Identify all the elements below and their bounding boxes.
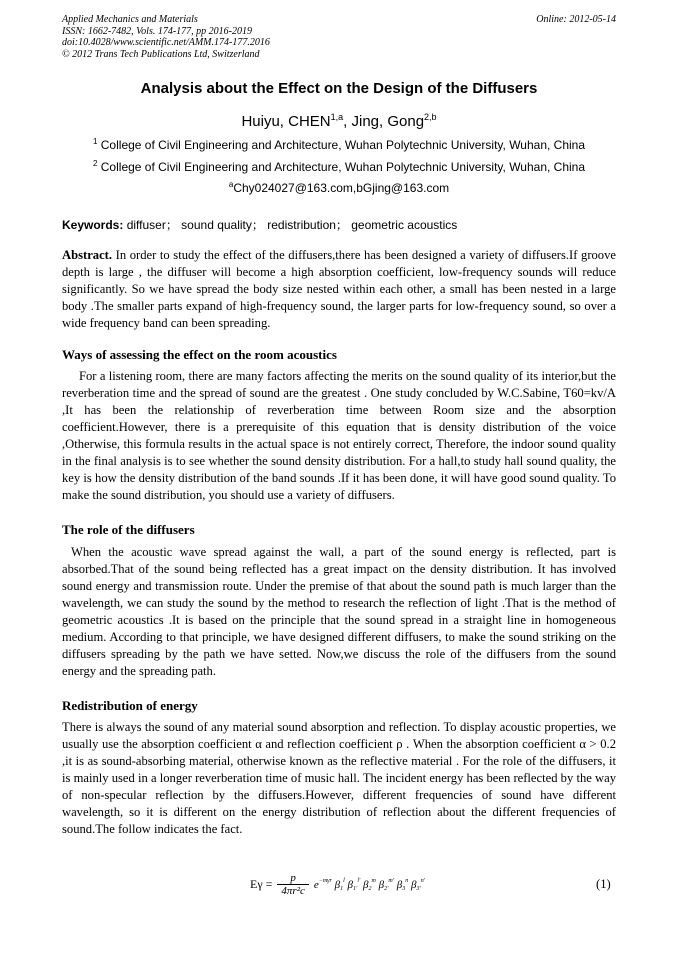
section-heading-2: The role of the diffusers: [62, 522, 195, 537]
author-separator: ,: [343, 113, 352, 130]
equation-lhs: Eγ =: [250, 877, 273, 891]
doi-line: doi:10.4028/www.scientific.net/AMM.174-177.2016: [62, 37, 270, 48]
author-1: Huiyu, CHEN: [241, 113, 331, 130]
keywords: [62, 216, 616, 233]
equation-fraction: [277, 872, 308, 897]
equation-numerator: p: [277, 872, 308, 885]
paper-title: Analysis about the Effect on the Design of the Diffusers: [140, 80, 538, 97]
abstract: [62, 247, 616, 332]
equation-factors: $e^{-m\gamma r}$ $\beta_1^l$ $\beta_{1'}^{l'}$ $\beta_2^m$ $\beta_{2'}^{m'}$ $\beta_3^n$ $\beta_{3'}^{n'}$: [313, 877, 426, 892]
equation-denominator: 4πr²c: [281, 885, 305, 897]
affiliation-2-sup: 2: [92, 159, 98, 168]
affiliation-1-sup: 1: [92, 137, 98, 146]
journal-name: Applied Mechanics and Materials: [62, 14, 198, 25]
email-text: Chy024027@163.com,bGjing@163.com: [233, 181, 450, 195]
keywords-label: Keywords:: [62, 218, 124, 232]
affiliation-1: [0, 138, 678, 152]
affiliation-2-text: College of Civil Engineering and Architecture, Wuhan Polytechnic University, Wuhan, China: [100, 160, 586, 174]
authors-line: [0, 113, 678, 130]
email-sup: a: [228, 180, 234, 189]
copyright-line: © 2012 Trans Tech Publications Ltd, Switzerland: [62, 48, 260, 60]
affiliation-1-text: College of Civil Engineering and Architecture, Wuhan Polytechnic University, Wuhan, China: [100, 138, 586, 152]
keywords-text: diffuser； sound quality； redistribution； geometric acoustics: [126, 218, 458, 232]
section-text-2: When the acoustic wave spread against the wall, a part of the sound energy is reflected, part is absorbed.That of the sound being reflected has a great impact on the density distribution. It has involved sound energy and transmission route. Under the premise of that about the sound path is much larger than the wavelength, we can study the sound by the method to research the reflection of light .That is the method of geometric acoustics .It is based on the principle that the sound spread in a straight line in homogeneous medium. According to that principle, we have designed different diffusers, to make the sound striking on the diffusers spreading by the path we have setted. Now,we discuss the role of the diffusers from the sound energy and the spreading path.: [62, 545, 616, 678]
emails: [0, 181, 678, 195]
abstract-label: Abstract.: [62, 248, 113, 262]
equation-1: [250, 872, 425, 908]
online-date: Online: 2012-05-14: [536, 14, 616, 25]
affiliation-2: [0, 160, 678, 174]
abstract-text: In order to study the effect of the diffusers,there has been designed a variety of diffusers.If groove depth is large , the diffuser will become a high absorption coefficient, low-frequency sounds will reduce significantly. So we have spread the body size nested within each other, a small has been nested in a large body .The smaller parts expand of high-frequency sound, the larger parts for low-frequency sound, so over a wide frequency band can been spreading.: [62, 248, 616, 330]
author-2-sup: 2,b: [424, 112, 437, 122]
page-header: [62, 14, 616, 60]
equation-number: (1): [596, 877, 611, 891]
section-heading-1: Ways of assessing the effect on the room acoustics: [62, 347, 337, 362]
section-text-1: For a listening room, there are many factors affecting the merits on the sound quality of its interior,but the reverberation time and the spread of sound are the greatest . One study concluded by W.C.Sabine, T60=kv/A ,It has been the relationship of reverberation time between Room size and the absorption coefficient.However, there is a prerequisite of this equation that is density distribution of the voice ,Otherwise, this formula results in the actual space is not entirely correct, Therefore, the indoor sound quality in the final analysis is to see whether the sound density distribution. For a hall,to study hall sound quality, the key is how the density distribution of the band sounds .If it has been done, it will have good sound quality. To make the sound distribution, you should use a variety of diffusers.: [62, 369, 616, 502]
section-text-3: There is always the sound of any material sound absorption and reflection. To display acoustic properties, we usually use the absorption coefficient α and reflection coefficient ρ . When the absorption coefficient α > 0.2 ,it is as sound-absorbing material, otherwise known as the reflective material . For the role of the diffusers, it is mainly used in a longer reverberation time of music hall. The incident energy has been reflected by the way of non-specular reflection by the diffusers.However, different frequencies of sound have different wavelength, so it is different on the energy distribution of reflection about the different frequencies of sound.The follow indicates the fact.: [62, 720, 616, 836]
issn-line: ISSN: 1662-7482, Vols. 174-177, pp 2016-2019: [62, 25, 252, 37]
author-1-sup: 1,a: [330, 112, 344, 122]
author-2: Jing, Gong: [351, 113, 425, 130]
section-heading-3: Redistribution of energy: [62, 698, 198, 713]
